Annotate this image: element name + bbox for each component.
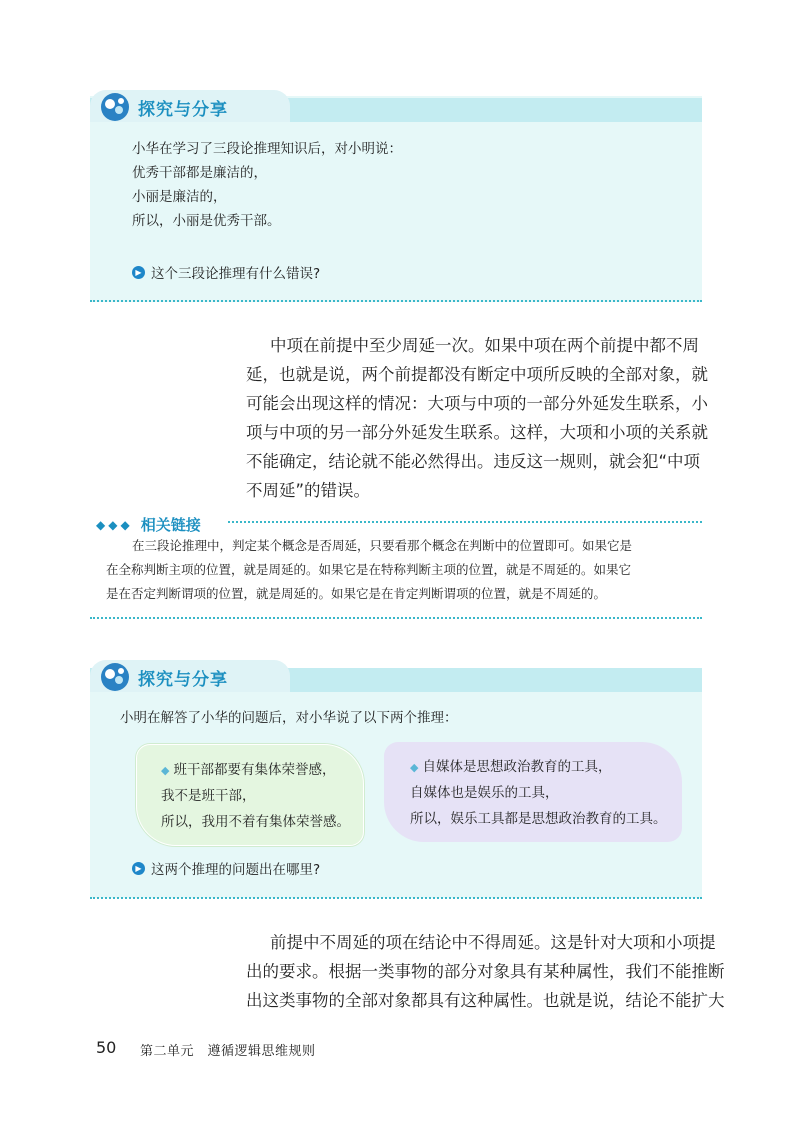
para1-line: 延，也就是说，两个前提都没有断定中项所反映的全部对象，就 [246, 365, 708, 384]
para2-line: 前提中不周延的项在结论中不得周延。这是针对大项和小项提 [270, 933, 716, 952]
unit-title: 第二单元 遵循逻辑思维规则 [140, 1044, 316, 1059]
card2-line: 自媒体也是娱乐的工具， [410, 785, 559, 801]
related-link-header [96, 514, 201, 535]
card2-line [410, 754, 611, 781]
card2-line: 所以，娱乐工具都是思想政治教育的工具。 [410, 811, 667, 827]
box1-question [132, 262, 320, 282]
box1-line: 小丽是廉洁的， [132, 189, 227, 205]
diamond-icon: ◆ [108, 517, 118, 532]
card2-line-text: 自媒体是思想政治教育的工具， [422, 759, 612, 775]
box2-question-text: 这两个推理的问题出在哪里? [151, 862, 321, 878]
dotted-divider [228, 521, 702, 523]
para1-line: 可能会出现这样的情况：大项与中项的一部分外延发生联系，小 [246, 394, 708, 413]
box1-line: 所以，小丽是优秀干部。 [132, 213, 281, 229]
discussion-bubbles-icon [98, 90, 132, 124]
box1-line: 优秀干部都是廉洁的， [132, 165, 267, 181]
bullet-diamond-icon: ◆ [410, 761, 419, 774]
page-number: 50 [96, 1038, 117, 1057]
reasoning-card-2 [384, 742, 682, 842]
para1-line: 不能确定，结论就不能必然得出。违反这一规则，就会犯“中项 [246, 452, 701, 471]
diamond-icon: ◆ [120, 517, 130, 532]
box2-question [132, 858, 320, 878]
dotted-divider [90, 617, 702, 619]
panel-title-2: 探究与分享 [138, 670, 228, 690]
arrow-circle-icon: ▶ [132, 266, 145, 279]
discussion-bubbles-icon [98, 660, 132, 694]
para1-line: 不周延”的错误。 [246, 481, 371, 500]
card1-line: 我不是班干部， [161, 788, 256, 804]
arrow-circle-icon: ▶ [132, 862, 145, 875]
card1-line [161, 757, 335, 784]
diamond-icon: ◆ [96, 517, 106, 532]
box1-line: 小华在学习了三段论推理知识后，对小明说： [132, 141, 402, 157]
reasoning-card-1 [136, 744, 364, 846]
link-line: 在全称判断主项的位置，就是周延的。如果它是在特称判断主项的位置，就是不周延的。如果它 [106, 562, 632, 577]
box2-intro: 小明在解答了小华的问题后，对小华说了以下两个推理： [120, 710, 458, 726]
dotted-divider [90, 897, 702, 899]
dotted-divider [90, 300, 702, 302]
card1-line: 所以，我用不着有集体荣誉感。 [161, 814, 350, 830]
link-line: 是在否定判断谓项的位置，就是周延的。如果它是在肯定判断谓项的位置，就是不周延的。 [106, 586, 607, 601]
panel-title-1: 探究与分享 [138, 100, 228, 120]
para1-line: 中项在前提中至少周延一次。如果中项在两个前提中都不周 [270, 336, 699, 355]
link-line: 在三段论推理中，判定某个概念是否周延，只要看那个概念在判断中的位置即可。如果它是 [132, 538, 633, 553]
para1-line: 项与中项的另一部分外延发生联系。这样，大项和小项的关系就 [246, 423, 708, 442]
box1-question-text: 这个三段论推理有什么错误? [151, 266, 321, 282]
related-link-title: 相关链接 [140, 516, 201, 534]
bullet-diamond-icon: ◆ [161, 764, 170, 777]
para2-line: 出的要求。根据一类事物的部分对象具有某种属性，我们不能推断 [246, 962, 725, 981]
para2-line: 出这类事物的全部对象都具有这种属性。也就是说，结论不能扩大 [246, 991, 725, 1010]
card1-line-text: 班干部都要有集体荣誉感， [173, 762, 336, 778]
